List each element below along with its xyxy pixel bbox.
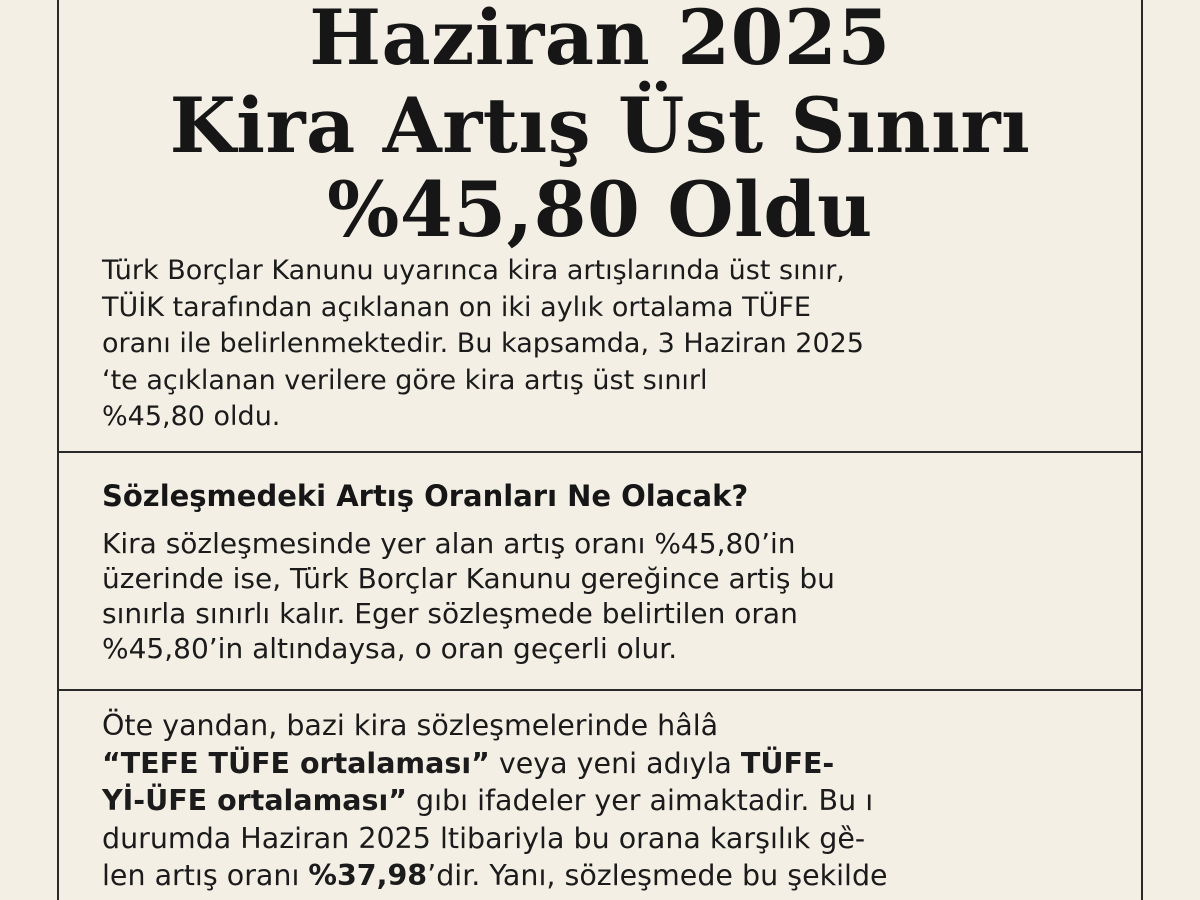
- section-divider: [57, 451, 1143, 453]
- note-line: durumda Haziran 2025 ltibariyla bu orana karşılık gȅ-: [102, 821, 866, 855]
- note-line: [102, 745, 888, 783]
- note-line: [102, 782, 888, 820]
- headline-line-2: Kira Artış Üst Sınırı: [169, 81, 1031, 170]
- note-text: veya yeni adıyla: [489, 746, 741, 780]
- section-line: sınırla sınırlı kalır. Eger sözleşmede belirtilen oran: [102, 597, 798, 630]
- section-paragraph: [102, 526, 835, 666]
- section-line: Kira sözleşmesinde yer alan artış oranı %45,80’in: [102, 527, 796, 560]
- bold-term: TÜFE-: [740, 746, 835, 780]
- intro-line: %45,80 oldu.: [102, 401, 281, 432]
- section-line: %45,80’in altındaysa, o oran geçerli olur.: [102, 632, 678, 665]
- bold-term: Yİ-ÜFE ortalaması”: [102, 784, 407, 817]
- note-text: ’dir. Yanı, sözleşmede bu şekilde: [427, 859, 888, 892]
- intro-line: ‘te açıklanan verilere göre kira artış üst sınırl: [102, 364, 708, 396]
- section-heading: Sözleşmedeki Artış Oranları Ne Olacak?: [102, 479, 749, 513]
- section-divider: [57, 689, 1143, 691]
- note-text: len artış oranı: [102, 859, 309, 892]
- section-line: üzerinde ise, Türk Borçlar Kanunu gereğince artiş bu: [102, 562, 835, 595]
- headline-line-3: %45,80 Oldu: [327, 165, 873, 254]
- note-line: Öte yandan, bazi kira sözleşmelerinde hâlâ: [102, 709, 719, 742]
- intro-paragraph: [102, 253, 864, 436]
- intro-line: oranı ile belirlenmektedir. Bu kapsamda, 3 Haziran 2025: [102, 328, 864, 359]
- note-text: gıbı ifadeler yer aimaktadir. Bu ı: [406, 784, 874, 817]
- note-paragraph: [102, 707, 888, 895]
- bold-term: “TEFE TÜFE ortalaması”: [102, 746, 490, 780]
- headline-line-1: Haziran 2025: [309, 0, 891, 82]
- note-line: [102, 857, 888, 895]
- intro-line: TÜİK tarafından açıklanan on iki aylık ortalama TÜFE: [102, 291, 811, 323]
- right-border: [1141, 0, 1143, 900]
- intro-line: Türk Borçlar Kanunu uyarınca kira artışlarında üst sınır,: [102, 255, 845, 286]
- bold-rate: %37,98: [308, 859, 428, 892]
